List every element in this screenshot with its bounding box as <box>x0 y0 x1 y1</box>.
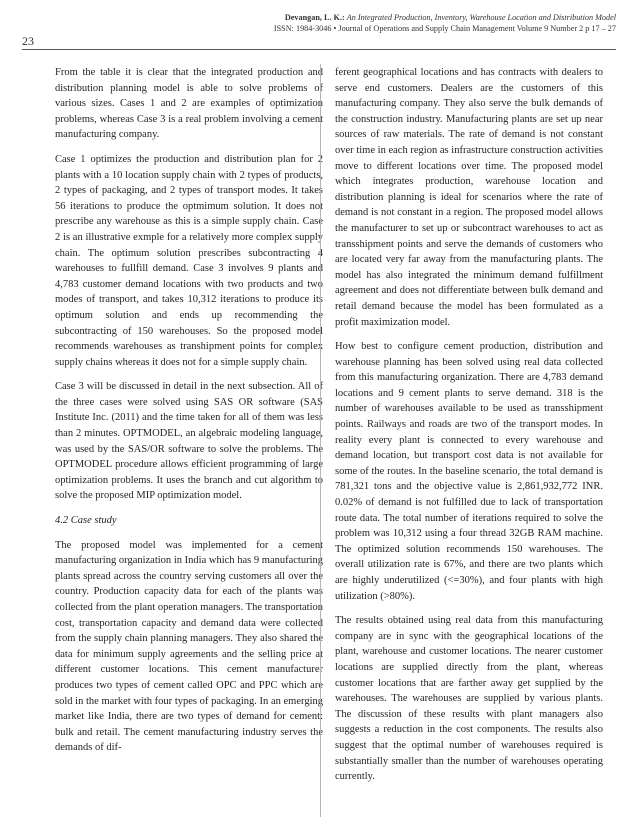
column-divider <box>320 64 321 817</box>
header-rule <box>22 49 616 50</box>
left-column <box>55 65 323 765</box>
running-head-journal: ISSN: 1984-3046 • Journal of Operations and Supply Chain Management Volume 9 Number 2 p 17 – 27 <box>273 24 616 33</box>
page-number: 23 <box>22 34 34 48</box>
section-heading: 4.2 Case study <box>55 515 117 527</box>
running-head-authors: Devangan, L. K.: <box>284 13 345 22</box>
paragraph: The proposed model was implemented for a cement manufacturing organization in India which has 9 manufacturing plants spread across the country serving customers all over the country. Production capacity data for each of the plants was collected from the plant operation managers. The transportation cost, transportation capacity and demand data were collected from the supply chain planning managers. They also shared the data for minimum supply agreements and the selling price at different customer locations. This cement manufacturer produces two types of cement called OPC and PPC which are sold in the market with four types of packaging. In an emerging market like India, there are two types of demand for cement: bulk and retail. The cement manufacturing industry serves the demands of dif- <box>55 539 323 754</box>
running-head-title-line <box>216 12 616 23</box>
running-head <box>216 12 616 34</box>
paragraph: ferent geographical locations and has contracts with dealers to serve end customers. Dealers are the customers of this manufacturing company. They also serve the bulk demands of the construction industry. Manufacturing plants are set up near sources of raw materials. The rate of demand is not constant over time in each region as infrastructure construction activities move to different locations over time. The proposed model which integrates production, warehouse location and distribution planning is ideal for scenarios where the rate of demand is not constant in a region. The proposed model allows the manufacturer to set up or subcontract warehouses to act as transshipment points and serve the demands of customers who are located very far away from the manufacturing plants. The model has also integrated the minimum demand fulfillment agreement and does not differentiate between bulk demand and retail demand because the model has been formulated as a profit maximization model. <box>335 67 603 328</box>
paragraph: From the table it is clear that the integrated production and distribution planning model is able to solve problems of various sizes. Cases 1 and 2 are examples of optimization problems, whereas Case 3 is a real problem involving a cement manufacturing company. <box>55 67 323 141</box>
paragraph: How best to configure cement production, distribution and warehouse planning has been solved using real data collected from this manufacturing organization. There are 4,783 demand locations and 9 cement plants to serve demand. 318 is the number of warehouses available to be used as transshipment points. Railways and roads are two of the transport modes. In reality every plant is connected to every warehouse and demand location, but transport cost data is not available for some of the routes. In the baseline scenario, the total demand is 781,321 tons and the objective value is 2,861,932,772 INR. 0.02% of demand is not fulfilled due to lack of transportation route data. The total number of iterations required to solve the problem was 10,312 using a four thread 32GB RAM machine. The optimized solution recommends 150 warehouses. The overall utilization rate is 67%, and there are two plants which are highly underutilized (<=30%), and four plants with high utilization (>80%). <box>335 341 603 602</box>
paragraph: The results obtained using real data from this manufacturing company are in sync with the geographical locations of the plant, warehouse and customer locations. The nearer customer locations are supplied directly from the plant, whereas customer locations that are farther away get supplied by the warehouses. The warehouses are supplied by various plants. The discussion of these results with plant managers also suggests a reduction in the cost components. The results also suggest that the optimal number of warehouses required is substantially smaller than the number of warehouses operating currently. <box>335 615 603 783</box>
running-head-article-title: An Integrated Production, Inventory, Warehouse Location and Distribution Model <box>346 13 616 22</box>
right-column <box>335 65 603 794</box>
paragraph: Case 1 optimizes the production and distribution plan for 2 plants with a 10 location supply chain with 2 types of products, 2 types of packaging, and 2 types of transport modes. It takes 56 iterations to produce the optmimum solution. It does not prescribe any warehouse as this is a simple supply chain. Case 2 is an illustrative exmple for a relatively more complex supply chain. The optimum solution prescribes subcontracting 4 warehouses to fullfill demand. Case 3 involves 9 plants and 4,783 customer demand locations with two products and two modes of transport, and takes 10,312 iterations to produce its optimum solution and ends up recommending the subcontracting of 150 warehouses. So the proposed model recommends warehouses as transhipment points for complex supply chains whereas it does not for a simple supply chain. <box>55 153 323 368</box>
paragraph: Case 3 will be discussed in detail in the next subsection. All of the three cases were solved using SAS OR software (SAS Institute Inc. (2011) and the time taken for all of them was less than 2 minutes. OPTMODEL, an algebraic modeling language, was used by the SAS/OR software to solve the problems. The OPTMODEL procedure allows efficient programming of large optimization problems. It uses the branch and cut algorithm to solve the proposed MIP optimization model. <box>55 381 323 502</box>
